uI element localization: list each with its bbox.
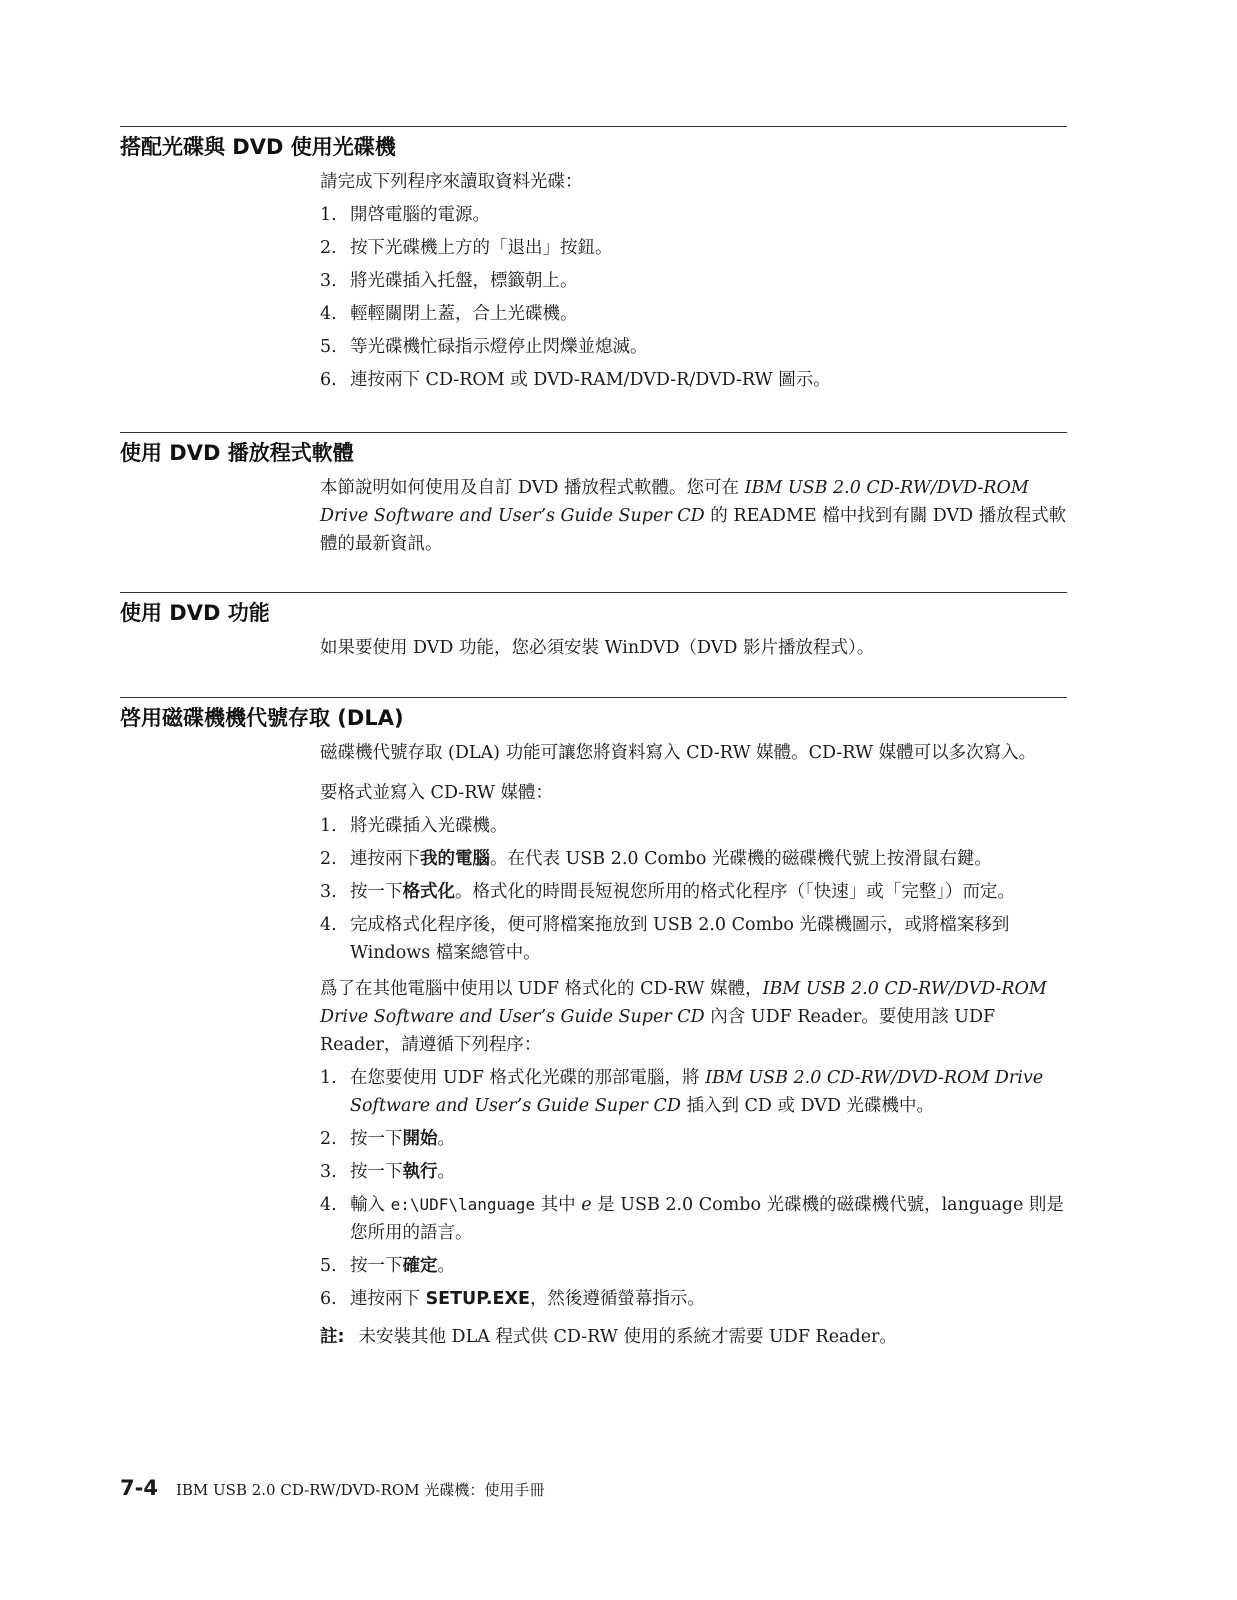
- section-heading: 啓用磁碟機機代號存取 (DLA): [120, 706, 404, 730]
- note-text: 未安裝其他 DLA 程式供 CD-RW 使用的系統才需要 UDF Reader。: [358, 1327, 897, 1347]
- section-dvd-player: [120, 432, 1067, 465]
- section-heading: 搭配光碟與 DVD 使用光碟機: [120, 135, 396, 159]
- list-item: 4. 輸入 e:\UDF\language 其中 e 是 USB 2.0 Combo 光碟機的磁碟機代號，language 則是您所用的語言。: [320, 1195, 1064, 1243]
- section-use-drive: [120, 126, 1067, 159]
- list-item: 1. 開啓電腦的電源。: [320, 205, 490, 225]
- list-item: 4. 輕輕關閉上蓋，合上光碟機。: [320, 304, 578, 324]
- paragraph: 爲了在其他電腦中使用以 UDF 格式化的 CD-RW 媒體，IBM USB 2.0 CD-RW/DVD-ROM Drive Software and User’s Guide Super CD 內含 UDF Reader。要使用該 UDF Reader，請遵循下列程序：: [320, 979, 1047, 1055]
- list-item: 6. 連按兩下 SETUP.EXE，然後遵循螢幕指示。: [320, 1289, 705, 1309]
- note: [320, 1323, 1067, 1351]
- list-item: 1. 在您要使用 UDF 格式化光碟的那部電腦，將 IBM USB 2.0 CD-RW/DVD-ROM Drive Software and User’s Guide Super CD 插入到 CD 或 DVD 光碟機中。: [320, 1068, 1044, 1116]
- list-item: 3. 按一下格式化。格式化的時間長短視您所用的格式化程序（「快速」或「完整」）而定。: [320, 882, 1015, 902]
- list-item: 5. 等光碟機忙碌指示燈停止閃爍並熄滅。: [320, 337, 648, 357]
- section-dla: [120, 697, 1067, 730]
- step-list: [320, 201, 1067, 394]
- step-list: [320, 1064, 1067, 1313]
- list-item: 1. 將光碟插入光碟機。: [320, 816, 508, 836]
- section-body: [320, 474, 1067, 558]
- list-item: 3. 按一下執行。: [320, 1162, 455, 1182]
- paragraph: 本節說明如何使用及自訂 DVD 播放程式軟體。您可在 IBM USB 2.0 CD-RW/DVD-ROM Drive Software and User’s Guide Super CD 的 README 檔中找到有關 DVD 播放程式軟體的最新資訊。: [320, 478, 1067, 554]
- list-item: 2. 按一下開始。: [320, 1129, 455, 1149]
- list-item: 6. 連按兩下 CD-ROM 或 DVD-RAM/DVD-R/DVD-RW 圖示。: [320, 370, 831, 390]
- section-heading: 使用 DVD 功能: [120, 601, 270, 625]
- intro-text: 請完成下列程序來讀取資料光碟：: [320, 172, 583, 192]
- page-number: 7-4: [120, 1476, 158, 1500]
- section-body: [320, 739, 1067, 1351]
- paragraph: 磁碟機代號存取 (DLA) 功能可讓您將資料寫入 CD-RW 媒體。CD-RW 媒體可以多次寫入。: [320, 743, 1037, 763]
- list-item: 5. 按一下確定。: [320, 1256, 455, 1276]
- list-item: 3. 將光碟插入托盤，標籤朝上。: [320, 271, 578, 291]
- list-item: 2. 按下光碟機上方的「退出」按鈕。: [320, 238, 613, 258]
- list-item: 2. 連按兩下我的電腦。在代表 USB 2.0 Combo 光碟機的磁碟機代號上按滑鼠右鍵。: [320, 849, 992, 869]
- section-body: [320, 634, 1067, 662]
- footer-title: IBM USB 2.0 CD-RW/DVD-ROM 光碟機：使用手冊: [175, 1481, 545, 1499]
- section-dvd-function: [120, 592, 1067, 625]
- list-item: 4. 完成格式化程序後，便可將檔案拖放到 USB 2.0 Combo 光碟機圖示，或將檔案移到 Windows 檔案總管中。: [320, 915, 1010, 963]
- section-body: [320, 168, 1067, 399]
- note-label: 註:: [320, 1327, 345, 1347]
- intro-text: 要格式並寫入 CD-RW 媒體：: [320, 783, 554, 803]
- step-list: [320, 812, 1067, 967]
- paragraph: 如果要使用 DVD 功能，您必須安裝 WinDVD（DVD 影片播放程式）。: [320, 638, 875, 658]
- page-footer: [120, 1476, 544, 1500]
- section-heading: 使用 DVD 播放程式軟體: [120, 441, 354, 465]
